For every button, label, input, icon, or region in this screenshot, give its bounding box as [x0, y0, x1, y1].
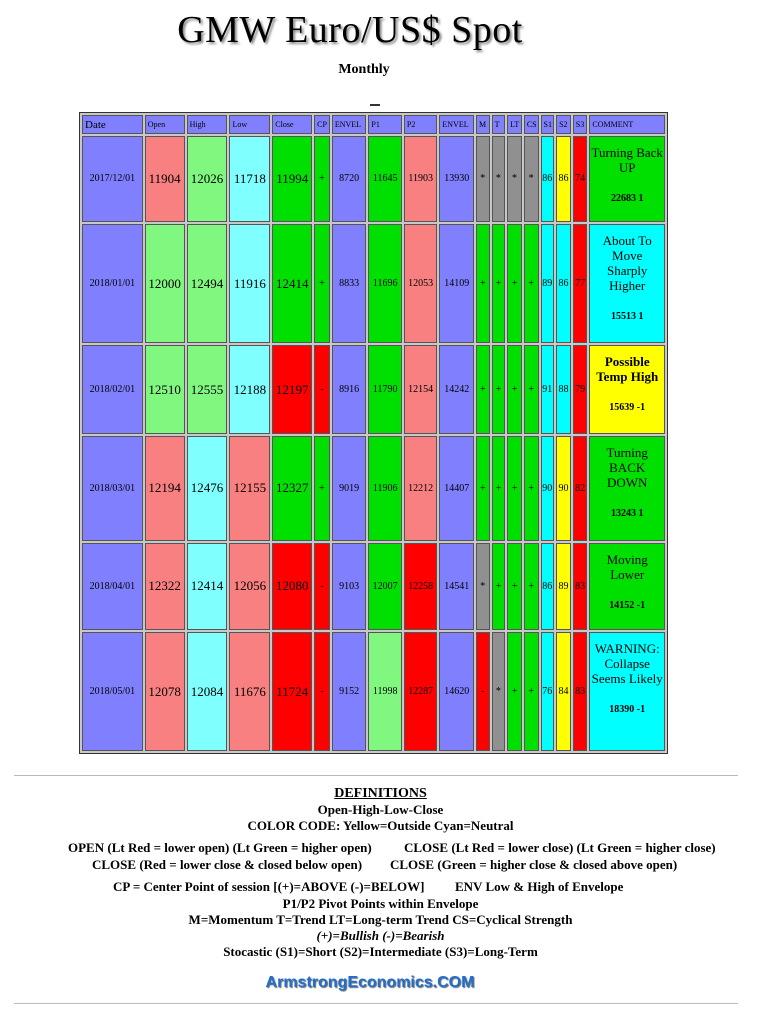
cell-s3: 77 [573, 224, 588, 344]
cell-high: 12026 [187, 136, 228, 222]
cell-p2: 12258 [404, 543, 438, 631]
cell-lt: + [507, 632, 522, 751]
cell-low: 12056 [229, 543, 270, 631]
def-close-light: CLOSE (Lt Red = lower close) (Lt Green = higher close) [404, 840, 716, 855]
col-header-t: T [492, 115, 506, 134]
col-header-s2: S2 [556, 115, 571, 134]
cell-close: 12080 [272, 543, 312, 631]
def-close-red: CLOSE (Red = lower close & closed below open) [92, 857, 363, 872]
cell-s2: 89 [556, 543, 571, 631]
comment-code: 13243 1 [610, 508, 644, 520]
cell-lt: * [507, 136, 522, 222]
cell-cp: - [314, 543, 330, 631]
cell-cp: + [314, 436, 330, 540]
divider-mark [370, 104, 380, 106]
data-table-container [79, 112, 668, 754]
cell-s1: 90 [541, 436, 555, 540]
divider-bottom [14, 1003, 738, 1004]
cell-p1: 11696 [368, 224, 402, 344]
comment-text: WARNING: Collapse Seems Likely [591, 641, 663, 687]
cell-t: + [492, 345, 506, 434]
col-header-s3: S3 [573, 115, 588, 134]
cell-lt: + [507, 543, 522, 631]
col-header-low: Low [229, 115, 270, 134]
cell-low: 11916 [229, 224, 270, 344]
comment-text: Turning BACK DOWN [606, 445, 648, 491]
cell-envel-low: 8833 [332, 224, 367, 344]
cell-date: 2018/02/01 [82, 345, 143, 434]
def-momentum: M=Momentum T=Trend LT=Long-term Trend CS=Cyclical Strength [188, 912, 573, 927]
cell-cs: + [524, 345, 539, 434]
cell-open: 12510 [145, 345, 185, 434]
cell-t: * [492, 632, 506, 751]
page-subtitle: Monthly [338, 62, 390, 77]
comment-code: 14152 -1 [609, 599, 646, 611]
cell-cs: + [524, 632, 539, 751]
cell-low: 12155 [229, 436, 270, 540]
cell-cp: + [314, 136, 330, 222]
col-header-cp: CP [314, 115, 330, 134]
cell-p1: 11906 [368, 436, 402, 540]
cell-s3: 82 [573, 436, 588, 540]
cell-s1: 86 [541, 543, 555, 631]
comment-text: Turning Back UP [591, 145, 663, 175]
cell-s2: 86 [556, 136, 571, 222]
cell-comment [589, 224, 665, 344]
cell-cs: * [524, 136, 539, 222]
table-row [82, 436, 665, 540]
def-ohlc: Open-High-Low-Close [317, 802, 444, 817]
cell-cp: - [314, 632, 330, 751]
cell-open: 12322 [145, 543, 185, 631]
col-header-m: M [476, 115, 490, 134]
cell-open: 12000 [145, 224, 185, 344]
col-header-high: High [187, 115, 228, 134]
def-env: ENV Low & High of Envelope [455, 879, 624, 894]
cell-m: - [476, 632, 490, 751]
cell-envel-low: 8720 [332, 136, 367, 222]
cell-t: + [492, 436, 506, 540]
cell-p1: 12007 [368, 543, 402, 631]
cell-cp: + [314, 224, 330, 344]
col-header-envel-high: ENVEL [439, 115, 474, 134]
cell-open: 12078 [145, 632, 185, 751]
cell-s2: 86 [556, 224, 571, 344]
table-row [82, 345, 665, 434]
def-row-open-close [0, 840, 761, 857]
cell-s3: 74 [573, 136, 588, 222]
cell-date: 2018/05/01 [82, 632, 143, 751]
comment-code: 18390 -1 [609, 704, 646, 716]
cell-comment [589, 543, 665, 631]
table-header-row [82, 115, 665, 134]
def-pivot: P1/P2 Pivot Points within Envelope [282, 896, 479, 911]
col-header-p2: P2 [404, 115, 438, 134]
cell-lt: + [507, 345, 522, 434]
comment-text: Moving Lower [606, 551, 648, 582]
cell-date: 2018/04/01 [82, 543, 143, 631]
comment-code: 15513 1 [610, 310, 644, 322]
footer-link[interactable]: ArmstrongEconomics.COM [265, 974, 475, 991]
def-color-code: COLOR CODE: Yellow=Outside Cyan=Neutral [247, 818, 514, 833]
def-row-close [0, 857, 761, 874]
cell-cp: - [314, 345, 330, 434]
def-open: OPEN (Lt Red = lower open) (Lt Green = higher open) [68, 840, 372, 855]
table-row [82, 543, 665, 631]
cell-p2: 12287 [404, 632, 438, 751]
def-cp: CP = Center Point of session [(+)=ABOVE (-)=BELOW] [113, 879, 425, 894]
cell-m: * [476, 136, 490, 222]
cell-s1: 86 [541, 136, 555, 222]
cell-lt: + [507, 436, 522, 540]
definitions-heading: DEFINITIONS [334, 786, 427, 801]
cell-envel-low: 9152 [332, 632, 367, 751]
cell-envel-low: 9019 [332, 436, 367, 540]
cell-envel-high: 14407 [439, 436, 474, 540]
cell-close: 11724 [272, 632, 312, 751]
cell-s2: 90 [556, 436, 571, 540]
col-header-p1: P1 [368, 115, 402, 134]
cell-comment [589, 136, 665, 222]
col-header-s1: S1 [541, 115, 555, 134]
cell-date: 2018/03/01 [82, 436, 143, 540]
cell-close: 12414 [272, 224, 312, 344]
cell-open: 12194 [145, 436, 185, 540]
comment-text: About To Move Sharply Higher [602, 232, 652, 293]
cell-cs: + [524, 543, 539, 631]
col-header-cs: CS [524, 115, 539, 134]
def-bull-bear: (+)=Bullish (-)=Bearish [316, 928, 445, 943]
cell-s3: 83 [573, 543, 588, 631]
cell-comment [589, 345, 665, 434]
cell-lt: + [507, 224, 522, 344]
cell-close: 12327 [272, 436, 312, 540]
cell-p1: 11645 [368, 136, 402, 222]
cell-p1: 11998 [368, 632, 402, 751]
cell-date: 2017/12/01 [82, 136, 143, 222]
cell-envel-high: 14620 [439, 632, 474, 751]
cell-comment [589, 436, 665, 540]
cell-high: 12084 [187, 632, 228, 751]
cell-m: * [476, 543, 490, 631]
cell-envel-low: 8916 [332, 345, 367, 434]
table-row [82, 136, 665, 222]
col-header-date: Date [82, 115, 143, 134]
def-row-cp-env [0, 879, 761, 896]
cell-m: + [476, 436, 490, 540]
cell-p2: 12212 [404, 436, 438, 540]
page-title: GMW Euro/US$ Spot [177, 9, 523, 51]
cell-m: + [476, 224, 490, 344]
cell-cs: + [524, 224, 539, 344]
data-table [80, 113, 667, 753]
cell-s1: 76 [541, 632, 555, 751]
cell-s2: 88 [556, 345, 571, 434]
cell-envel-high: 14541 [439, 543, 474, 631]
cell-s3: 79 [573, 345, 588, 434]
cell-low: 12188 [229, 345, 270, 434]
cell-date: 2018/01/01 [82, 224, 143, 344]
definitions-section [0, 786, 761, 960]
col-header-close: Close [272, 115, 312, 134]
cell-close: 12197 [272, 345, 312, 434]
cell-p2: 12053 [404, 224, 438, 344]
cell-m: + [476, 345, 490, 434]
cell-p2: 12154 [404, 345, 438, 434]
col-header-open: Open [145, 115, 185, 134]
cell-t: + [492, 224, 506, 344]
divider-top [14, 775, 738, 776]
cell-envel-high: 14242 [439, 345, 474, 434]
cell-high: 12494 [187, 224, 228, 344]
cell-close: 11994 [272, 136, 312, 222]
col-header-comment: COMMENT [589, 115, 665, 134]
cell-s1: 91 [541, 345, 555, 434]
table-row [82, 224, 665, 344]
cell-envel-high: 14109 [439, 224, 474, 344]
cell-low: 11676 [229, 632, 270, 751]
def-close-green: CLOSE (Green = higher close & closed above open) [390, 857, 678, 872]
comment-text: Possible Temp High [596, 354, 659, 385]
def-stochastic: Stocastic (S1)=Short (S2)=Intermediate (S3)=Long-Term [223, 944, 538, 959]
cell-cs: + [524, 436, 539, 540]
cell-high: 12476 [187, 436, 228, 540]
cell-high: 12555 [187, 345, 228, 434]
cell-t: * [492, 136, 506, 222]
cell-low: 11718 [229, 136, 270, 222]
cell-comment [589, 632, 665, 751]
cell-t: + [492, 543, 506, 631]
col-header-envel-low: ENVEL [332, 115, 367, 134]
cell-s2: 84 [556, 632, 571, 751]
cell-s1: 89 [541, 224, 555, 344]
cell-envel-high: 13930 [439, 136, 474, 222]
cell-p1: 11790 [368, 345, 402, 434]
cell-s3: 83 [573, 632, 588, 751]
cell-envel-low: 9103 [332, 543, 367, 631]
cell-high: 12414 [187, 543, 228, 631]
cell-p2: 11903 [404, 136, 438, 222]
comment-code: 22683 1 [610, 193, 644, 204]
cell-open: 11904 [145, 136, 185, 222]
col-header-lt: LT [507, 115, 522, 134]
comment-code: 15639 -1 [609, 402, 646, 414]
table-row [82, 632, 665, 751]
